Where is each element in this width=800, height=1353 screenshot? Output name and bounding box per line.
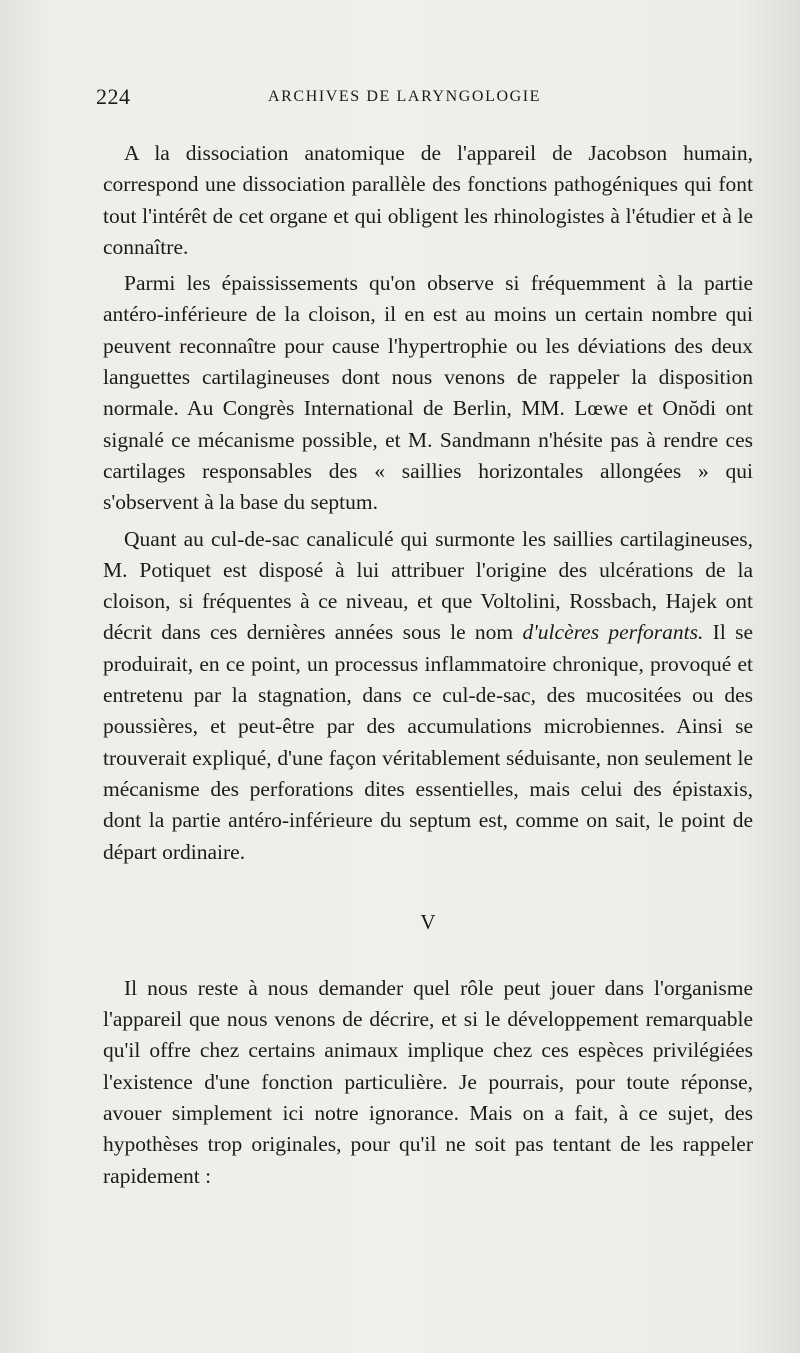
paragraph-epaississements: Parmi les épaississements qu'on observe si fréquemment à la partie antéro-inférieure de la cloison, il en est au moins un certain nombre qui peuvent reconnaître pour cause l'hypertrophie ou les déviations des deux languettes cartilagineuses dont nous venons de rappeler la disposition normale. Au Congrès International de Berlin, MM. Lœwe et Onŏdi ont signalé ce mécanisme possible, et M. Sandmann n'hésite pas à rendre ces cartilages responsables des « saillies horizontales allongées » qui s'observent à la base du septum.: [103, 271, 753, 515]
body-text: [103, 138, 753, 1192]
page-number: 224: [96, 84, 131, 109]
paragraph-cul-de-sac: [103, 524, 753, 868]
page-header: [96, 84, 736, 114]
paragraph-jacobson: A la dissociation anatomique de l'appareil de Jacobson humain, correspond une dissociation parallèle des fonctions pathogéniques qui font tout l'intérêt de cet organe et qui obligent les rhinologistes à l'étudier et à le connaître.: [103, 141, 753, 259]
paragraph-section-v: Il nous reste à nous demander quel rôle peut jouer dans l'organisme l'appareil que nous venons de décrire, et si le développement remarquable qu'il offre chez certains animaux implique chez ces espèces privilégiées l'existence d'une fonction particulière. Je pourrais, pour toute réponse, avouer simplement ici notre ignorance. Mais on a fait, à ce sujet, des hypothèses trop originales, pour qu'il ne soit pas tentant de les rappeler rapidement :: [103, 975, 753, 1188]
running-title: ARCHIVES DE LARYNGOLOGIE: [268, 88, 542, 105]
section-heading: V: [420, 909, 436, 934]
italic-term: d'ulcères perforants.: [522, 620, 704, 645]
paragraph-text-before: Quant au cul-de-sac canaliculé qui surmonte les saillies cartilagineuses, M. Potiquet est disposé à lui attribuer l'origine des ulcérations de la cloison, si fréquentes à ce niveau, et que Voltolini, Rossbach, Hajek ont décrit dans ces dernières années sous le nom: [103, 526, 753, 645]
paragraph-text-after: Il se produirait, en ce point, un processus inflammatoire chronique, provoqué et entretenu par la stagnation, dans ce cul-de-sac, des mucositées ou des poussières, et peut-être par des accumulations microbiennes. Ainsi se trouverait expliqué, d'une façon véritablement séduisante, non seulement le mécanisme des perforations dites essentielles, mais celui des épistaxis, dont la partie antéro-inférieure du septum est, comme on sait, le point de départ ordinaire.: [103, 620, 753, 864]
